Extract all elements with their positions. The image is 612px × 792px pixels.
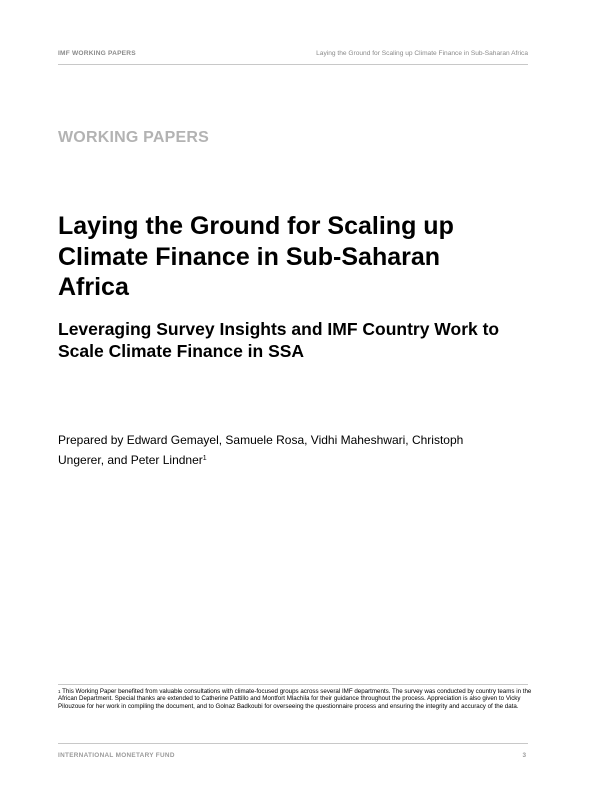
paper-title-line: Laying the Ground for Scaling up xyxy=(58,212,454,240)
author-list xyxy=(58,430,548,470)
paper-title xyxy=(58,211,538,303)
running-footer xyxy=(58,743,528,758)
paper-subtitle-line: Scale Climate Finance in SSA xyxy=(58,341,305,361)
author-list-line: Prepared by Edward Gemayel, Samuele Rosa, Vidhi Maheshwari, Christoph xyxy=(58,433,464,447)
footnote xyxy=(58,688,532,710)
series-label: WORKING PAPERS xyxy=(58,129,209,146)
running-header-title: Laying the Ground for Scaling up Climate Finance in Sub-Saharan Africa xyxy=(316,50,528,57)
footnote-divider xyxy=(58,684,528,685)
paper-title-line: Africa xyxy=(58,273,129,301)
footnote-text: This Working Paper benefited from valuable consultations with climate-focused groups across several IMF departments. The survey was conducted by country teams in the African Department. Special thanks are extended to Catherine Pattillo and Montfort Mlachila for their guidance throughout the process. Appreciation is also given to Vicky Pilouzoue for her work in compiling the document, and to Golnaz Badkoubi for overseeing the questionnaire process and ensuring the integrity and accuracy of the data. xyxy=(58,688,532,710)
paper-title-line: Climate Finance in Sub-Saharan xyxy=(58,242,441,271)
running-header-series: IMF WORKING PAPERS xyxy=(58,50,136,57)
footnote-marker: 1 xyxy=(58,689,61,694)
footnote-reference[interactable]: 1 xyxy=(202,455,207,462)
paper-subtitle-line: Leveraging Survey Insights and IMF Country Work to xyxy=(58,319,500,339)
author-list-line: Ungerer, and Peter Lindner xyxy=(58,453,203,467)
paper-subtitle xyxy=(58,318,548,362)
running-header xyxy=(58,50,528,65)
running-footer-publisher: INTERNATIONAL MONETARY FUND xyxy=(58,752,175,759)
page-number: 3 xyxy=(522,752,526,759)
